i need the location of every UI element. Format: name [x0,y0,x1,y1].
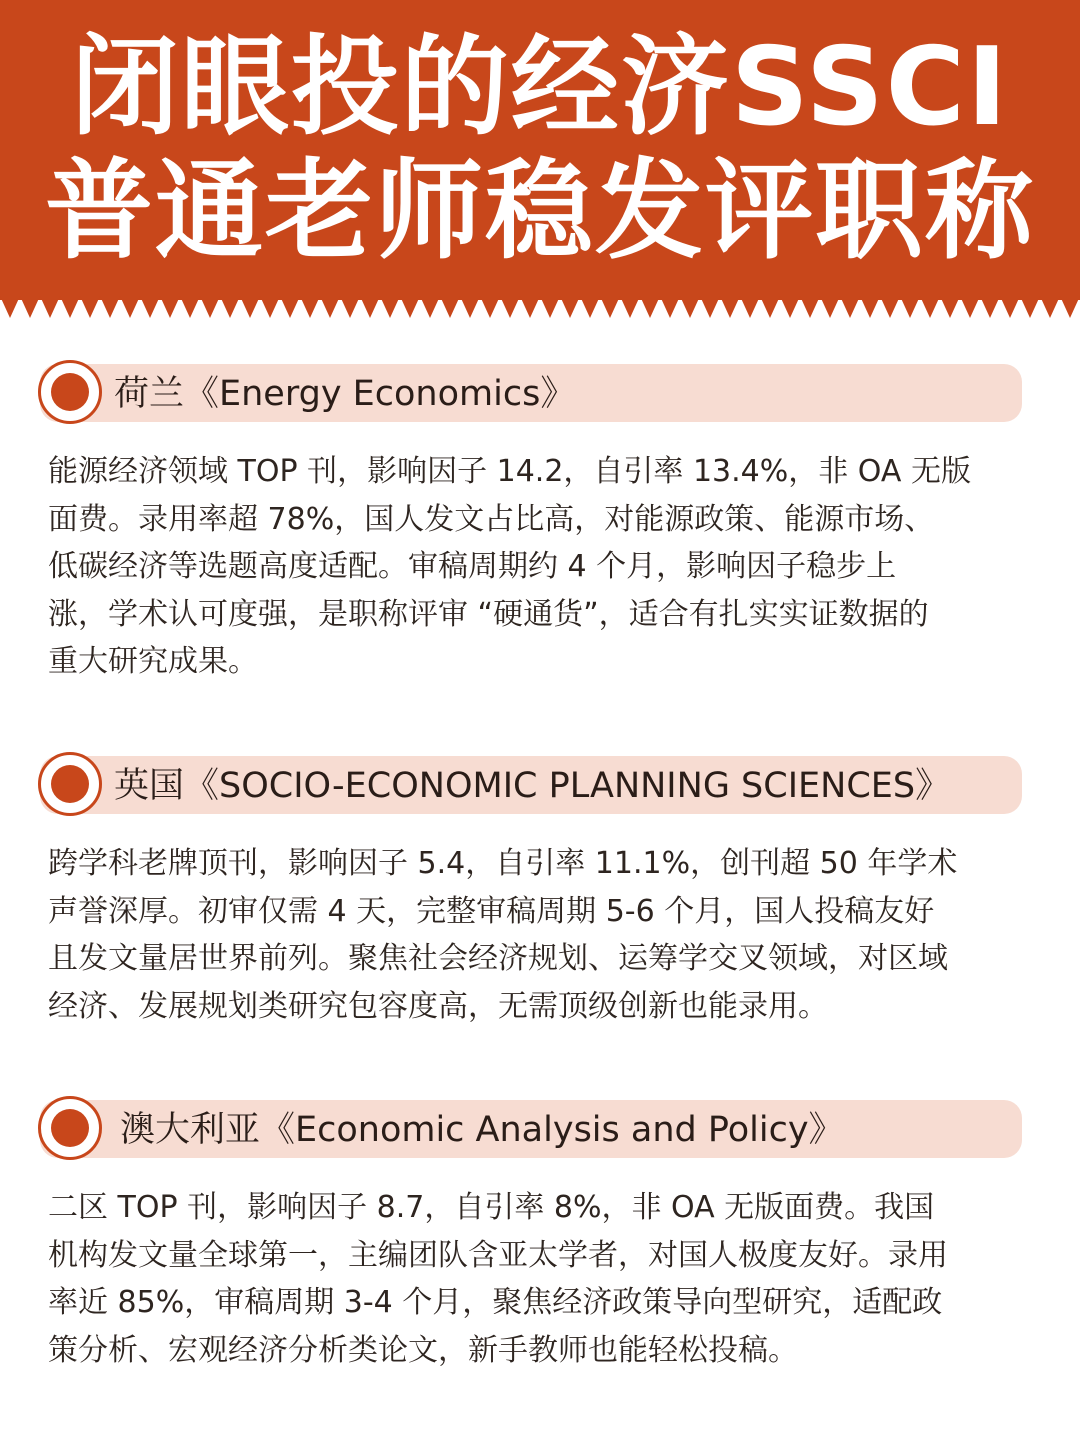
description-line: 能源经济领域 TOP 刊，影响因子 14.2，自引率 13.4%，非 OA 无版 [48,454,971,489]
description-line: 经济、发展规划类研究包容度高，无需顶级创新也能录用。 [48,988,828,1024]
description-line: 跨学科老牌顶刊，影响因子 5.4，自引率 11.1%，创刊超 50 年学术 [48,846,958,881]
circle-bullet-icon [38,360,102,424]
journal-title: 英国《SOCIO-ECONOMIC PLANNING SCIENCES》 [114,766,951,806]
journal-title: 荷兰《Energy Economics》 [114,374,576,414]
description-line: 涨，学术认可度强，是职称评审 “硬通货”，适合有扎实实证数据的 [48,596,929,632]
description-line: 率近 85%，审稿周期 3-4 个月，聚焦经济政策导向型研究，适配政 [48,1285,943,1320]
description-line: 声誉深厚。初审仅需 4 天，完整审稿周期 5-6 个月，国人投稿友好 [48,893,935,929]
description-line: 面费。录用率超 78%，国人发文占比高，对能源政策、能源市场、 [48,501,935,537]
journal-description [48,448,1033,686]
description-line: 策分析、宏观经济分析类论文，新手教师也能轻松投稿。 [48,1332,798,1368]
journal-title: 澳大利亚《Economic Analysis and Policy》 [120,1110,844,1150]
banner-zigzag-edge [0,296,1080,322]
page-title-line-2: 普通老师稳发评职称 [44,149,1035,274]
page-title-line-1: 闭眼投的经济SSCI [70,25,1010,150]
journal-description [48,1184,1033,1374]
description-line: 二区 TOP 刊，影响因子 8.7，自引率 8%，非 OA 无版面费。我国 [48,1190,935,1225]
circle-bullet-icon [38,1096,102,1160]
description-line: 低碳经济等选题高度适配。审稿周期约 4 个月，影响因子稳步上 [48,549,897,584]
description-line: 机构发文量全球第一，主编团队含亚太学者，对国人极度友好。录用 [48,1237,948,1273]
journal-description [48,840,1033,1030]
title-banner [0,0,1080,300]
circle-bullet-icon [38,752,102,816]
description-line: 重大研究成果。 [48,644,258,679]
description-line: 且发文量居世界前列。聚焦社会经济规划、运筹学交叉领域，对区域 [48,941,948,976]
